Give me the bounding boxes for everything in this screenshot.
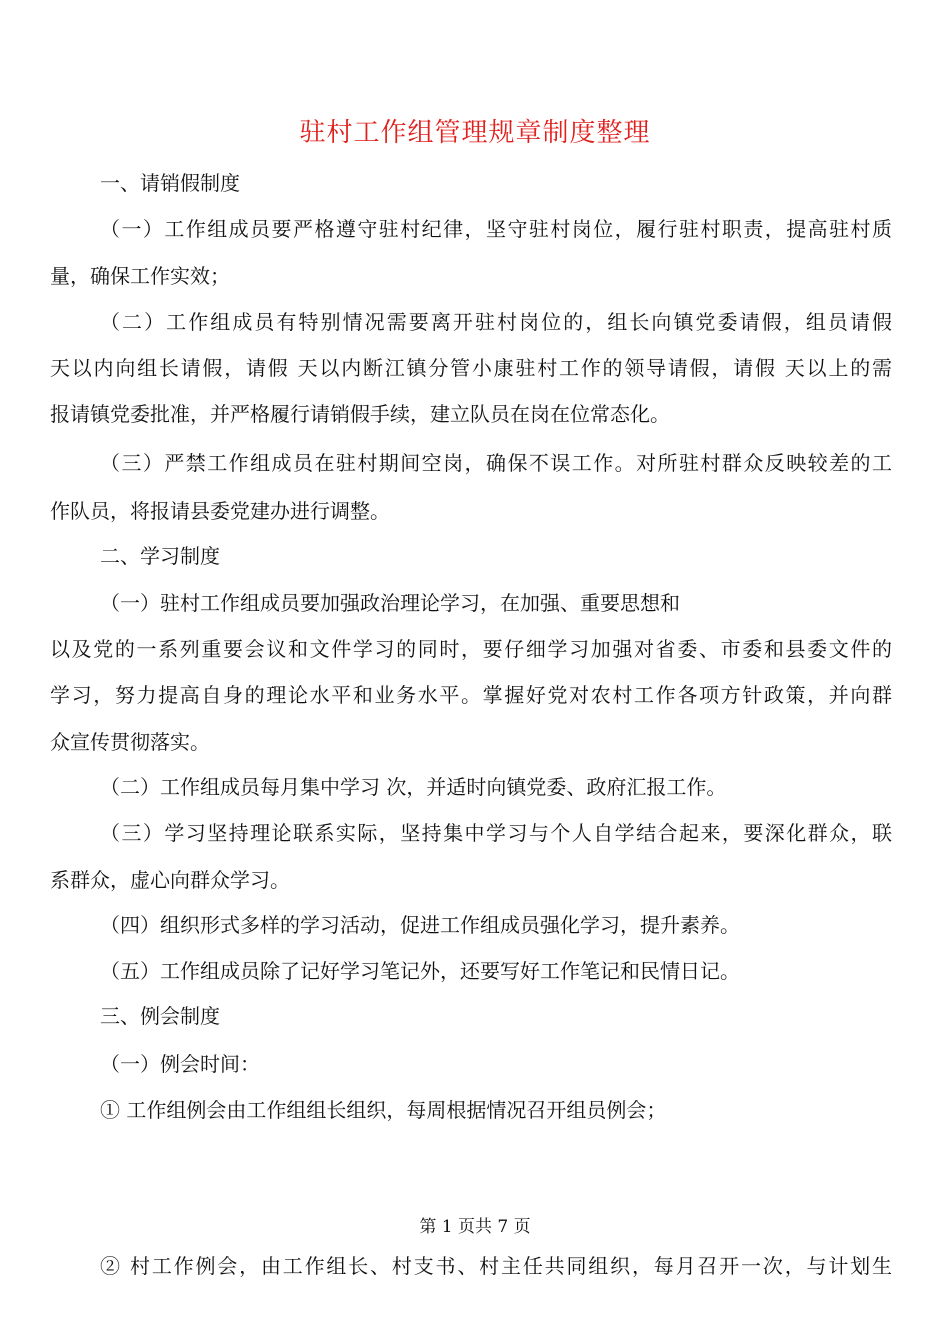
paragraph-line: ② 村工作例会，由工作组长、村支书、村主任共同组织，每月召开一次，与计划生 <box>100 1254 892 1278</box>
section-heading-meeting: 三、例会制度 <box>100 1004 220 1028</box>
paragraph-line: 天以内向组长请假，请假 天以内断江镇分管小康驻村工作的领导请假，请假 天以上的需 <box>50 356 892 380</box>
paragraph-line: 众宣传贯彻落实。 <box>50 730 210 754</box>
page-footer: 第 1 页共 7 页 <box>419 1217 531 1237</box>
paragraph-line: （三）学习坚持理论联系实际，坚持集中学习与个人自学结合起来，要深化群众，联 <box>100 821 892 845</box>
paragraph-line: （二）工作组成员有特别情况需要离开驻村岗位的，组长向镇党委请假，组员请假 <box>100 310 892 334</box>
paragraph-line: （一）例会时间： <box>100 1052 260 1076</box>
paragraph-line: 报请镇党委批准，并严格履行请销假手续，建立队员在岗在位常态化。 <box>50 402 670 426</box>
paragraph-line: （五）工作组成员除了记好学习笔记外，还要写好工作笔记和民情日记。 <box>100 959 740 983</box>
paragraph-line: 学习，努力提高自身的理论水平和业务水平。掌握好党对农村工作各项方针政策，并向群 <box>50 683 892 707</box>
paragraph-line: （二）工作组成员每月集中学习 次，并适时向镇党委、政府汇报工作。 <box>100 775 727 799</box>
paragraph-line: ① 工作组例会由工作组组长组织，每周根据情况召开组员例会； <box>100 1098 667 1122</box>
paragraph-line: 系群众，虚心向群众学习。 <box>50 868 290 892</box>
paragraph-line: （一）驻村工作组成员要加强政治理论学习，在加强、重要思想和 <box>100 591 680 615</box>
section-heading-leave: 一、请销假制度 <box>100 171 240 195</box>
paragraph-line: 量，确保工作实效； <box>50 264 230 288</box>
paragraph-line: 以及党的一系列重要会议和文件学习的同时，要仔细学习加强对省委、市委和县委文件的 <box>50 637 892 661</box>
paragraph-line: 作队员，将报请县委党建办进行调整。 <box>50 499 390 523</box>
section-heading-study: 二、学习制度 <box>100 544 220 568</box>
paragraph-line: （三）严禁工作组成员在驻村期间空岗，确保不误工作。对所驻村群众反映较差的工 <box>100 451 892 475</box>
document-title: 驻村工作组管理规章制度整理 <box>299 118 651 148</box>
paragraph-line: （一）工作组成员要严格遵守驻村纪律，坚守驻村岗位，履行驻村职责，提高驻村质 <box>100 217 892 241</box>
paragraph-line: （四）组织形式多样的学习活动，促进工作组成员强化学习，提升素养。 <box>100 913 740 937</box>
